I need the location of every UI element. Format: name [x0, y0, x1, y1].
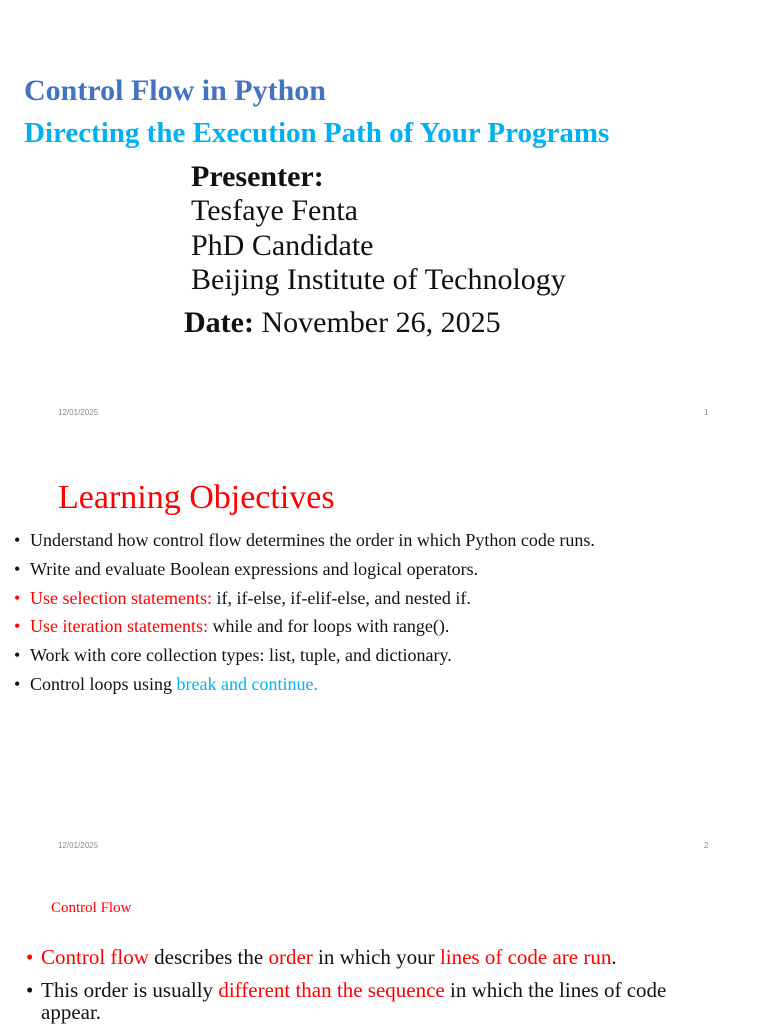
objectives-list: [14, 526, 595, 699]
slide-page-number: 2: [704, 841, 709, 850]
term-control-flow: Control flow: [41, 945, 149, 969]
presenter-role: PhD Candidate: [191, 229, 374, 262]
list-item: [14, 584, 595, 613]
presenter-organization: Beijing Institute of Technology: [191, 263, 566, 296]
term-order: order: [268, 945, 313, 969]
slide-footer-date: 12/01/2025: [58, 841, 99, 850]
objective-text: Control loops using: [30, 673, 177, 694]
list-item: [14, 670, 595, 699]
slide-page-number: 1: [704, 408, 709, 417]
slide-1: [0, 0, 768, 433]
bullet-icon: •: [14, 587, 21, 608]
list-item: [14, 526, 595, 555]
slide-3: [0, 866, 768, 1024]
objective-highlight: Use selection statements:: [30, 587, 212, 608]
presentation-subtitle: Directing the Execution Path of Your Programs: [24, 117, 610, 149]
objective-text: Work with core collection types: list, tuple, and dictionary.: [30, 645, 452, 666]
control-flow-list: [26, 946, 726, 1034]
objective-text: if, if-else, if-elif-else, and nested if.: [211, 587, 471, 608]
control-flow-title: Control Flow: [51, 900, 132, 916]
objective-highlight: Use iteration statements:: [30, 616, 208, 637]
bullet-text: in which your: [312, 945, 440, 969]
bullet-icon: •: [14, 558, 21, 579]
list-item: [14, 555, 595, 584]
presenter-name: Tesfaye Fenta: [191, 194, 358, 227]
presenter-label: Presenter:: [191, 160, 324, 193]
date-label: Date:: [184, 306, 254, 339]
bullet-text: in which the lines of code appear.: [41, 978, 667, 1024]
bullet-icon: •: [14, 616, 21, 637]
slide-footer-date: 12/01/2025: [58, 408, 99, 417]
presentation-date: [184, 306, 501, 340]
slide-2: [0, 433, 768, 866]
bullet-icon: •: [26, 978, 34, 1002]
learning-objectives-title: Learning Objectives: [58, 479, 335, 516]
list-item: [14, 641, 595, 670]
bullet-text: .: [611, 945, 617, 969]
presentation-title: Control Flow in Python: [24, 74, 326, 107]
term-different-sequence: different than the sequence: [218, 978, 445, 1002]
bullet-icon: •: [14, 645, 21, 666]
bullet-icon: •: [26, 945, 34, 969]
bullet-icon: •: [14, 530, 21, 550]
objective-text: Write and evaluate Boolean expressions and logical operators.: [30, 558, 479, 579]
objective-text: Understand how control flow determines the order in which Python code runs.: [30, 530, 595, 550]
list-item: [14, 612, 595, 641]
list-item: [26, 946, 726, 968]
bullet-icon: •: [14, 673, 21, 694]
objective-text: while and for loops with range().: [207, 616, 450, 637]
objective-highlight: break and continue.: [176, 673, 318, 694]
date-value: November 26, 2025: [253, 306, 501, 339]
list-item: [26, 979, 726, 1023]
bullet-text: This order is usually: [41, 978, 219, 1002]
term-lines-of-code: lines of code are run: [439, 945, 612, 969]
bullet-text: describes the: [148, 945, 269, 969]
